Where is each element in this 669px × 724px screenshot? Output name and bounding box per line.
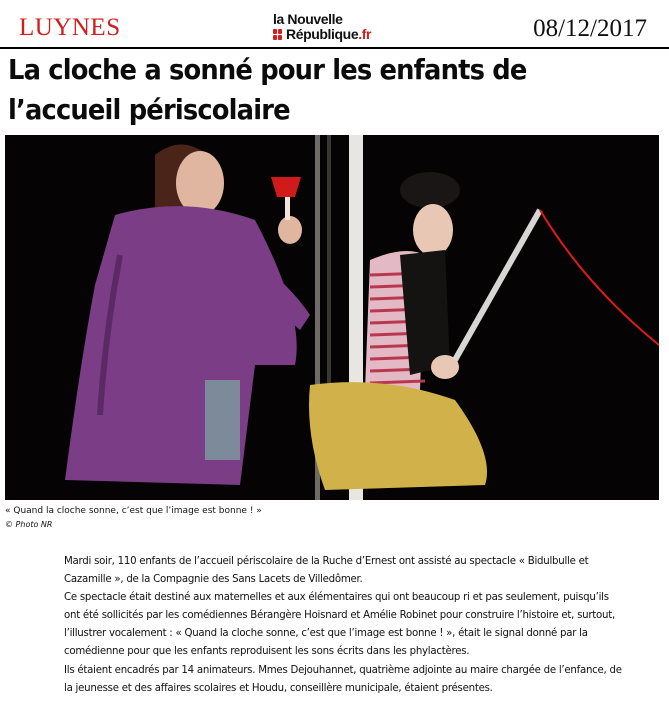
newspaper-logo [271,12,401,46]
page-header [0,0,669,48]
logo-line2 [273,26,371,43]
article-paragraph: Ce spectacle était destiné aux maternelles et aux élémentaires qui ont beaucoup ri et pas seulement, puisqu’ils ont été sollicités par les comédiennes Bérangère Hoisnard et Amélie Robinet pour construire l’histoire et, surtout, l’illustrer vocalement : « Quand la cloche sonne, c’est que l’image est bonne ! », était le signal donné par la comédienne pour que les enfants reproduisent les sons écrits dans les phylactères. [64,592,615,658]
location-label: LUYNES [19,14,121,41]
article-paragraph: Ils étaient encadrés par 14 animateurs. Mmes Dejouhannet, quatrième adjointe au maire chargée de l’enfance, de la jeunesse et des affaires scolaires et Houdu, conseillère municipale, étaient présentes. [64,664,622,694]
article-photo [5,135,659,500]
logo-line1: la Nouvelle [273,11,343,27]
article-paragraph: Mardi soir, 110 enfants de l’accueil périscolaire de la Ruche d’Ernest ont assisté au spectacle « Bidulbulle et Cazamille », de la Compagnie des Sans Lacets de Villedômer. [64,556,589,586]
photo-caption: « Quand la cloche sonne, c’est que l’image est bonne ! » [5,506,262,516]
publication-date: 08/12/2017 [533,15,647,42]
logo-mark-icon [273,29,283,40]
logo-suffix: .fr [358,26,372,42]
article-title: La cloche a sonné pour les enfants de l’accueil périscolaire [8,53,527,126]
logo-name: République [286,26,359,42]
article-body [64,553,624,698]
photo-credit: © Photo NR [5,520,53,529]
header-divider [0,47,669,49]
